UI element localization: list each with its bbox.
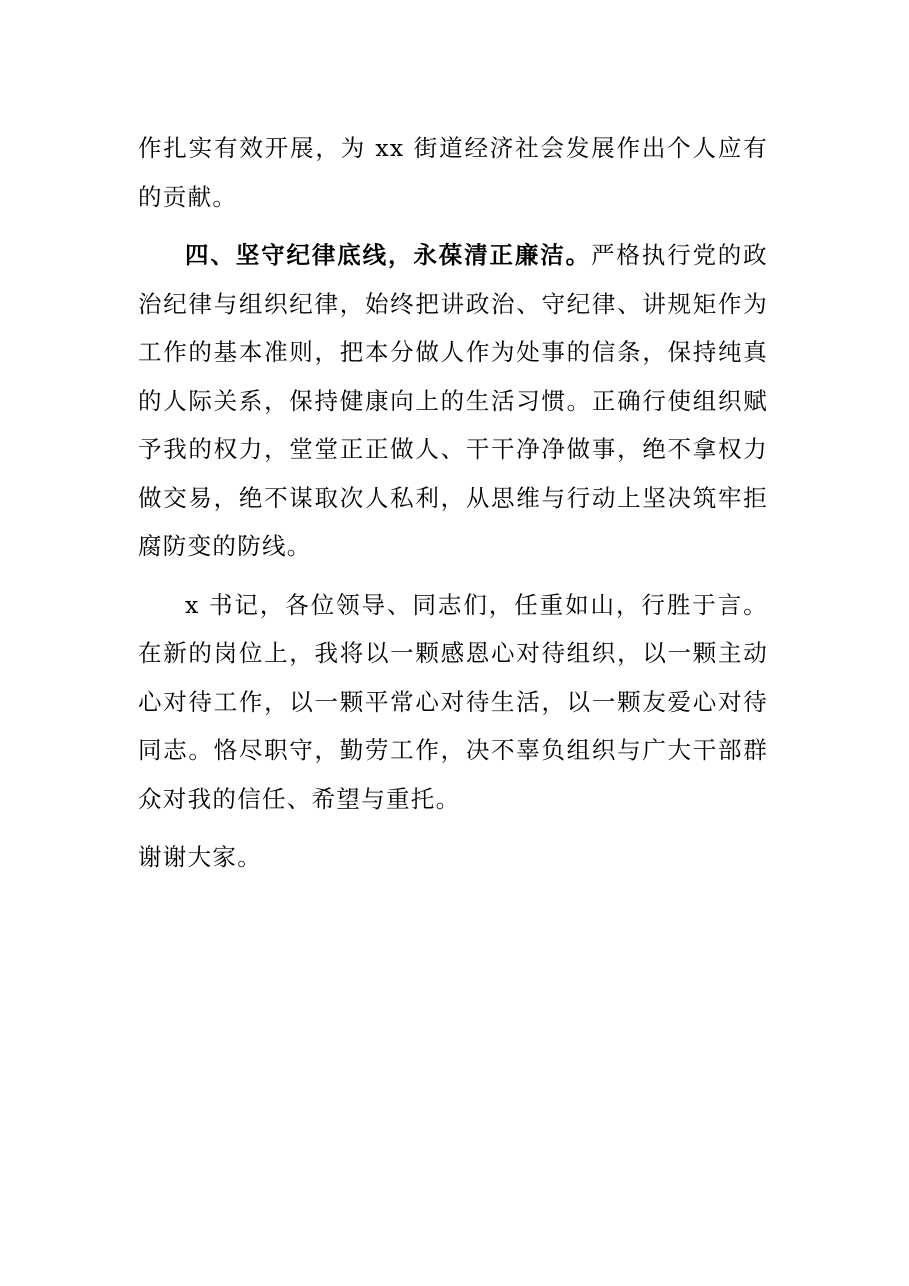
paragraph-text: 谢谢大家。 — [138, 843, 262, 871]
paragraph-point-four — [138, 231, 768, 571]
paragraph-closing — [138, 581, 768, 824]
paragraph-text: 严格执行党的政治纪律与组织纪律，始终把讲政治、守纪律、讲规矩作为工作的基本准则，把本分做人作为处事的信条，保持纯真的人际关系，保持健康向上的生活习惯。正确行使组织赋予我的权力，堂堂正正做人、干干净净做事，绝不拿权力做交易，绝不谋取次人私利，从思维与行动上坚决筑牢拒腐防变的防线。 — [138, 241, 768, 560]
document-body — [138, 124, 768, 882]
paragraph-text: 作扎实有效开展，为 xx 街道经济社会发展作出个人应有的贡献。 — [138, 134, 768, 211]
paragraph-continuation — [138, 124, 768, 221]
section-heading: 四、坚守纪律底线，永葆清正廉洁。 — [185, 241, 591, 269]
paragraph-text: x 书记，各位领导、同志们，任重如山，行胜于言。在新的岗位上，我将以一颗感恩心对待组织，以一颗主动心对待工作，以一颗平常心对待生活，以一颗友爱心对待同志。恪尽职守，勤劳工作，决不辜负组织与广大干部群众对我的信任、希望与重托。 — [138, 590, 768, 813]
paragraph-thanks — [138, 833, 768, 882]
